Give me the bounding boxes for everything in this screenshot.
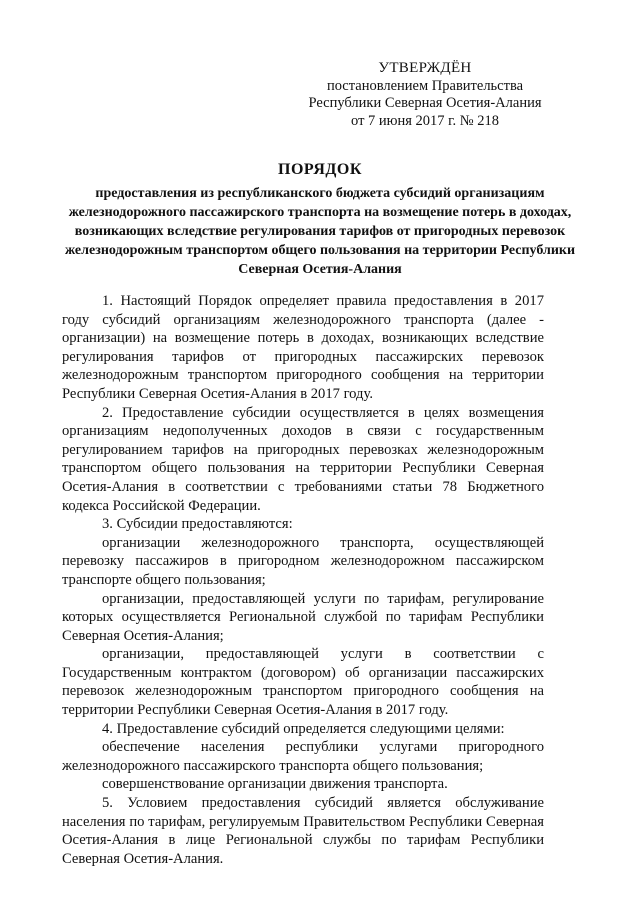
paragraph-1: 1. Настоящий Порядок определяет правила предоставления в 2017 году субсидий организациям железнодорожного транспорта (далее - организации) на возмещение потерь в доходах, возникающих вследствие регулирования тарифов от пригородных пассажирских перевозок железнодорожным транспортом пригородного сообщения на территории Республики Северная Осетия-Алания в 2017 году. — [62, 293, 544, 402]
approval-line-2: Республики Северная Осетия-Алания — [308, 95, 542, 111]
paragraph-3-item-1: организации железнодорожного транспорта, осуществляющей перевозку пассажиров в пригородном железнодорожном пассажирском транспорте общего пользования; — [62, 534, 544, 588]
approval-line-1: постановлением Правительства — [326, 77, 524, 94]
paragraph-4-item-2: совершенствование организации движения транспорта. — [102, 776, 448, 793]
paragraph-5: 5. Условием предоставления субсидий является обслуживание населения по тарифам, регулируемым Правительством Республики Северная Осетия-Алания в лице Региональной службы по тарифам Республики Северная Осетия-Алания. — [62, 795, 544, 867]
paragraph-4: 4. Предоставление субсидий определяется следующими целями: — [102, 720, 505, 737]
approval-stamp — [300, 60, 550, 130]
paragraph-3: 3. Субсидии предоставляются: — [102, 516, 293, 533]
title-subtitle: предоставления из республиканского бюджета субсидий организациям железнодорожного пассажирского транспорта на возмещение потерь в доходах, возникающих вследствие регулирования тарифов от пригородных перевозок железнодорожным транспортом общего пользования на территории Республики Северная Осетия-Алания — [64, 186, 576, 277]
paragraph-3-item-2: организации, предоставляющей услуги по тарифам, регулирование которых осуществляется Региональной службой по тарифам Республики Северная Осетия-Алания; — [62, 590, 544, 644]
title-main: ПОРЯДОК — [278, 161, 362, 178]
paragraph-4-item-1: обеспечение населения республики услугами пригородного железнодорожного пассажирского транспорта общего пользования; — [62, 739, 544, 774]
document-body — [62, 292, 544, 868]
document-title — [60, 160, 580, 279]
paragraph-2: 2. Предоставление субсидии осуществляется в целях возмещения организациям недополученных доходов в связи с государственным регулированием тарифов на пригородных перевозках железнодорожным транспортом общего пользования на территории Республики Северная Осетия-Алания в соответствии с требованиями статьи 78 Бюджетного кодекса Российской Федерации. — [62, 404, 544, 514]
approval-line-3: от 7 июня 2017 г. № 218 — [351, 112, 499, 129]
paragraph-3-item-3: организации, предоставляющей услуги в соответствии с Государственным контрактом (договором) об организации пассажирских перевозок железнодорожным транспортом пригородного сообщения на территории Республики Северная Осетия-Алания в 2017 году. — [62, 646, 544, 719]
approval-word: УТВЕРЖДЁН — [378, 60, 472, 76]
